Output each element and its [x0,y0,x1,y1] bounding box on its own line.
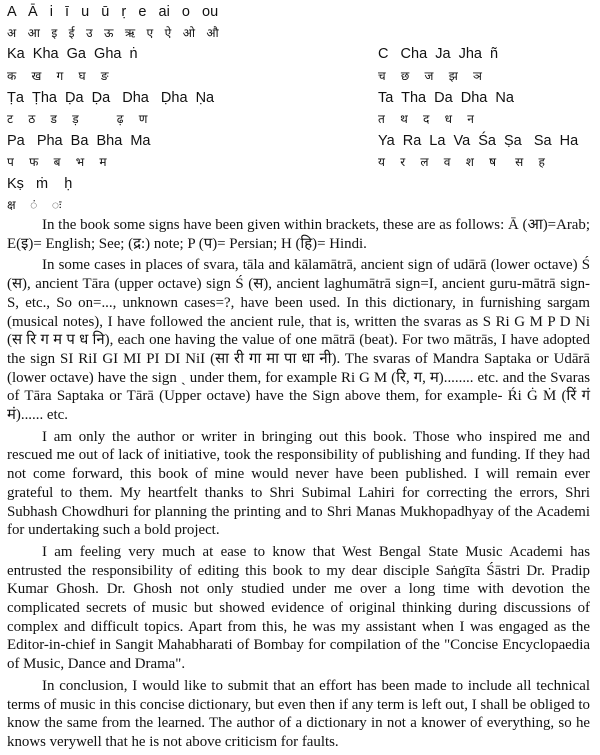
vowel-devanagari-row: अ आ इ ई उ ऊ ऋ ए ऐ ओ औ [7,26,219,40]
ca-series-translit-row: C Cha Ja Jha ñ [378,46,499,62]
body-text [7,216,590,755]
paragraph-brackets: In the book some signs have been given within brackets, these are as follows: Ā (आ)=Arab; E(इ)= English; See; (द्र:) note; P (प)= Persian; H (हि)= Hindi. [7,217,590,252]
ta-dental-devanagari-row: त थ द ध न [378,112,474,126]
ka-series-translit-row: Ka Kha Ga Gha ṅ [7,46,138,62]
paragraph-acknowledgement: I am only the author or writer in bringing out this book. Those who inspired me and rescued me out of lack of initiative, took the responsibility of publishing and funding. If they had not come forward, this book of mine would never have been published. I will remain ever grateful to them. My heartfelt thanks to Shri Subimal Lahiri for correcting the errors, Shri Subhash Chowdhuri for planning the printing and to Shri Manas Mukhopadhyay of the Academi for undertaking such a bold project. [7,428,590,539]
ka-series-devanagari-row: क ख ग घ ङ [7,69,109,83]
pa-series-translit-row: Pa Pha Ba Bha Ma [7,133,151,149]
paragraph-editor: I am feeling very much at ease to know that West Bengal State Music Academi has entrusted the responsibility of editing this book to my dear disciple Saṅgīta Śāstri Dr. Pradip Kumar Ghosh. Dr. Ghosh not only studied under me over a long time with devotion the complicated secrets of music but showed evidence of original thinking during discussions of complex and difficult topics. Apart from this, he was my assistant when I was engaged as the Editor-in-chief in Sangit Mahabharati of Bombay for compilation of the "Concise Encyclopaedia of Music, Dance and Drama". [7,543,590,673]
ya-series-devanagari-row: य र ल व श ष स ह [378,155,545,169]
ksa-translit-row: Kṣ ṁ ḥ [7,176,73,192]
ta-dental-translit-row: Ta Tha Da Dha Na [378,90,514,106]
ya-series-translit-row: Ya Ra La Va Śa Ṣa Sa Ha [378,133,579,149]
vowel-translit-row: A Ā i ī u ū ṛ e ai o ou [7,4,219,20]
ca-series-devanagari-row: च छ ज झ ञ [378,69,482,83]
ta-retroflex-devanagari-row: ट ठ ड ड़ ढ़ ण [7,112,148,126]
paragraph-conclusion: In conclusion, I would like to submit that an effort has been made to include all technical terms of music in this concise dictionary, but even then if any term is left out, I shall be obliged to know the same from the learned. The author of a dictionary in not a knower of everything, so he knows verywell that he is not above criticism for faults. [7,677,590,750]
ta-retroflex-translit-row: Ṭa Ṭha Ḍa Ḍa Dha Ḍha Ṇa [7,90,215,106]
ksa-devanagari-row: क्ष ं ः [7,198,62,212]
pa-series-devanagari-row: प फ ब भ म [7,155,107,169]
paragraph-signs: In some cases in places of svara, tāla and kālamātrā, ancient sign of udārā (lower octave) Ś (स), ancient Tāra (upper octave) sign Ś (स), ancient laghumātrā sign=I, ancient guru-mātrā sign-S, etc., So on=..., unknown cases=?, have been used. In this dictionary, in furnishing sargam (musical notes), I have followed the ancient rule, that is, written the svaras as S Ri G M P D Ni (स रि ग म प ध नि), each one having the value of one mātrā (beat). For two mātrās, I have adopted the sign SI RiI GI MI PI DI NiI (सा री गा मा पा धा नी). The svaras of Mandra Saptaka or Udārā (lower octave) have the sign ˎ under them, for example Ri G M (रि, ग, म)........ etc. and the Svaras of Tāra Saptaka or Tārā (Upper octave) have the Sign above them, for example- Ŕi Ġ Ṁ (रिं गं मं)...... etc. [7,257,590,424]
